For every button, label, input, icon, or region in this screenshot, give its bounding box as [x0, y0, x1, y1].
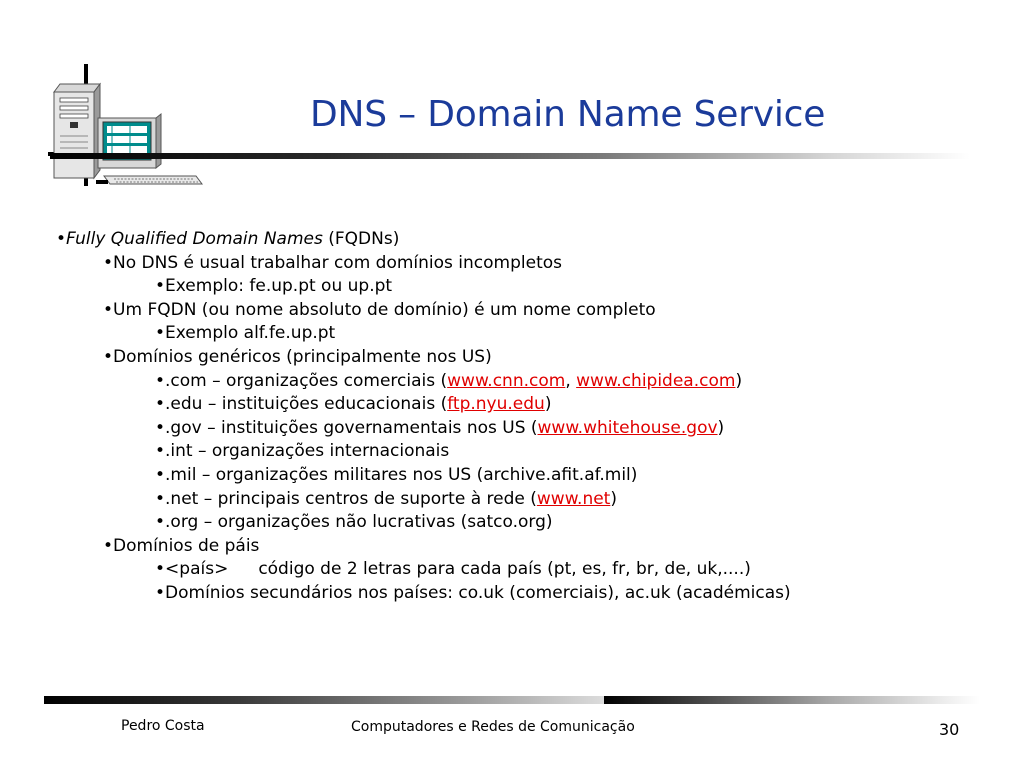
bullet-marker: • [155, 465, 166, 485]
bullet-text: Um FQDN (ou nome absoluto de domínio) é um nome completo [113, 299, 656, 320]
bullet-text: Domínios secundários nos países: co.uk (comerciais), ac.uk (académicas) [165, 583, 791, 603]
bullet-com: •.com – organizações comerciais (www.cnn.com, www.chipidea.com) [155, 370, 743, 391]
bullet-fqdn: •Fully Qualified Domain Names (FQDNs) [56, 229, 400, 249]
bullet-mil [155, 464, 637, 488]
bullet-text: Exemplo: fe.up.pt ou up.pt [165, 276, 393, 297]
bullet-secondary-domains [155, 582, 791, 606]
link-whitehouse[interactable]: www.whitehouse.gov [537, 417, 718, 438]
bullet-marker: • [103, 535, 114, 556]
bullet-text: .mil – organizações militares nos US (archive.afit.af.mil) [165, 465, 638, 485]
bullet-marker: • [155, 323, 166, 344]
bullet-marker: • [103, 347, 114, 367]
bullet-example-fqdn [155, 322, 335, 346]
bullet-org [155, 511, 553, 535]
bullet-marker: • [155, 488, 166, 509]
page-number: 30 [939, 720, 960, 739]
bullet-text: Fully Qualified Domain Names [66, 229, 323, 249]
bullet-marker: • [56, 229, 67, 249]
bullet-marker: • [155, 276, 166, 297]
slide-title: DNS – Domain Name Service [310, 94, 826, 135]
bullet-text: No DNS é usual trabalhar com domínios incompletos [113, 252, 563, 273]
bullet-text: Exemplo alf.fe.up.pt [165, 323, 336, 344]
bullet-marker: • [155, 417, 166, 438]
bullet-int [155, 440, 449, 464]
bullet-edu: •.edu – instituições educacionais (ftp.nyu.edu) [155, 394, 552, 415]
footer-course: Computadores e Redes de Comunicação [351, 719, 635, 735]
bullet-generic-domains [103, 346, 492, 370]
footer-divider-right [604, 696, 980, 704]
bullet-text: Domínios de páis [113, 535, 260, 556]
link-cnn[interactable]: www.cnn.com [447, 370, 566, 391]
title-divider [50, 153, 970, 159]
link-net[interactable]: www.net [536, 488, 611, 509]
bullet-marker: • [155, 583, 166, 603]
footer-divider-left [44, 696, 604, 704]
computer-workstation-icon [48, 62, 208, 192]
bullet-marker: • [155, 559, 166, 580]
bullet-country-domains [103, 535, 259, 559]
link-chipidea[interactable]: www.chipidea.com [576, 370, 736, 391]
bullet-marker: • [155, 370, 166, 391]
bullet-net: •.net – principais centros de suporte à rede (www.net) [155, 488, 617, 509]
bullet-gov: •.gov – instituições governamentais nos US (www.whitehouse.gov) [155, 417, 725, 438]
bullet-country-code: •<país> código de 2 letras para cada país (pt, es, fr, br, de, uk,....) [155, 559, 751, 580]
bullet-example-incomplete [155, 275, 392, 299]
bullet-incomplete-domains [103, 252, 562, 276]
bullet-fqdn-definition [103, 299, 656, 323]
link-nyu[interactable]: ftp.nyu.edu [447, 394, 545, 415]
bullet-marker: • [155, 394, 166, 415]
bullet-marker: • [155, 512, 166, 533]
bullet-marker: • [103, 252, 114, 273]
bullet-text: Domínios genéricos (principalmente nos US) [113, 347, 492, 367]
footer-author: Pedro Costa [121, 718, 205, 734]
bullet-marker: • [155, 441, 166, 462]
bullet-text: .org – organizações não lucrativas (satco.org) [165, 512, 553, 533]
bullet-text: .int – organizações internacionais [165, 441, 450, 462]
bullet-marker: • [103, 299, 114, 320]
